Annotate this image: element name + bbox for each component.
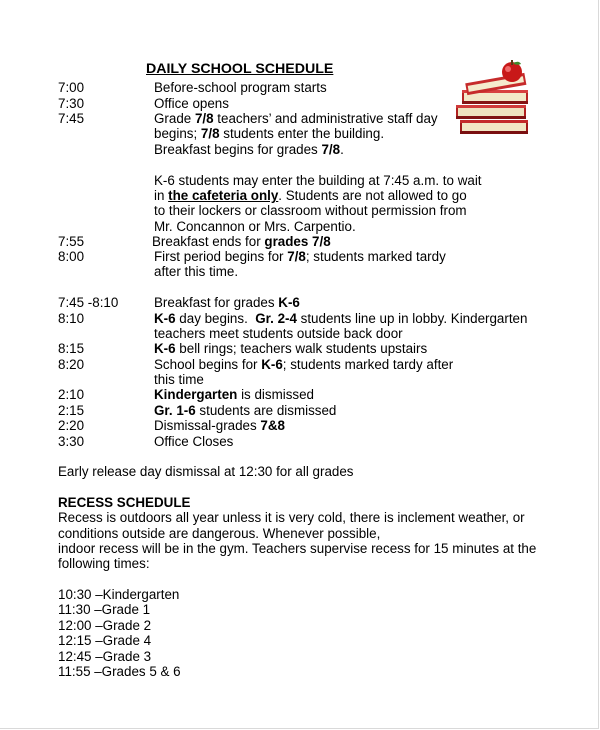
time-label: 7:00 bbox=[58, 80, 85, 95]
time-label: 7:45 -8:10 bbox=[58, 295, 119, 310]
schedule-desc: this time bbox=[154, 372, 204, 387]
schedule-desc: to their lockers or classroom without permission from bbox=[154, 203, 467, 218]
schedule-desc: in the cafeteria only. Students are not allowed to go bbox=[154, 188, 467, 203]
recess-paragraph: indoor recess will be in the gym. Teachers supervise recess for 15 minutes at the bbox=[58, 541, 537, 556]
recess-time-item: 10:30 –Kindergarten bbox=[58, 587, 180, 602]
schedule-desc: Breakfast begins for grades 7/8. bbox=[154, 142, 344, 157]
books-with-apple-icon bbox=[446, 60, 538, 138]
time-label: 2:15 bbox=[58, 403, 85, 418]
recess-time-item: 12:15 –Grade 4 bbox=[58, 633, 152, 648]
recess-heading: RECESS SCHEDULE bbox=[58, 495, 191, 510]
schedule-desc: Before-school program starts bbox=[154, 80, 327, 95]
schedule-desc: School begins for K-6; students marked tardy after bbox=[154, 357, 454, 372]
early-release-note: Early release day dismissal at 12:30 for all grades bbox=[58, 464, 354, 479]
page-title: DAILY SCHOOL SCHEDULE bbox=[146, 61, 334, 77]
time-label: 8:15 bbox=[58, 341, 85, 356]
recess-time-item: 12:00 –Grade 2 bbox=[58, 618, 152, 633]
recess-paragraph: Recess is outdoors all year unless it is very cold, there is inclement weather, or bbox=[58, 510, 525, 525]
schedule-desc: Breakfast for grades K-6 bbox=[154, 295, 300, 310]
schedule-desc: Dismissal-grades 7&8 bbox=[154, 418, 285, 433]
schedule-desc: Grade 7/8 teachers’ and administrative staff day bbox=[154, 111, 438, 126]
schedule-desc: Breakfast ends for grades 7/8 bbox=[152, 234, 331, 249]
schedule-desc: Kindergarten is dismissed bbox=[154, 387, 314, 402]
schedule-desc: Mr. Concannon or Mrs. Carpentio. bbox=[154, 219, 356, 234]
schedule-desc: K-6 day begins. Gr. 2-4 students line up in lobby. Kindergarten bbox=[154, 311, 528, 326]
time-label: 2:10 bbox=[58, 387, 85, 402]
recess-paragraph: conditions outside are dangerous. Whenever possible, bbox=[58, 526, 381, 541]
recess-time-item: 11:30 –Grade 1 bbox=[58, 602, 151, 617]
time-label: 8:20 bbox=[58, 357, 85, 372]
schedule-desc: after this time. bbox=[154, 264, 239, 279]
schedule-desc: K-6 students may enter the building at 7:45 a.m. to wait bbox=[154, 173, 482, 188]
schedule-desc: Gr. 1-6 students are dismissed bbox=[154, 403, 337, 418]
time-label: 7:45 bbox=[58, 111, 85, 126]
time-label: 2:20 bbox=[58, 418, 85, 433]
recess-time-item: 11:55 –Grades 5 & 6 bbox=[58, 664, 181, 679]
schedule-desc: Office Closes bbox=[154, 434, 234, 449]
recess-time-item: 12:45 –Grade 3 bbox=[58, 649, 152, 664]
schedule-desc: K-6 bell rings; teachers walk students upstairs bbox=[154, 341, 428, 356]
time-label: 7:30 bbox=[58, 96, 85, 111]
time-label: 8:00 bbox=[58, 249, 85, 264]
time-label: 7:55 bbox=[58, 234, 85, 249]
schedule-desc: teachers meet students outside back door bbox=[154, 326, 403, 341]
schedule-desc: Office opens bbox=[154, 96, 229, 111]
schedule-desc: First period begins for 7/8; students marked tardy bbox=[154, 249, 446, 264]
schedule-desc: begins; 7/8 students enter the building. bbox=[154, 126, 385, 141]
recess-paragraph: following times: bbox=[58, 556, 150, 571]
time-label: 3:30 bbox=[58, 434, 85, 449]
time-label: 8:10 bbox=[58, 311, 85, 326]
